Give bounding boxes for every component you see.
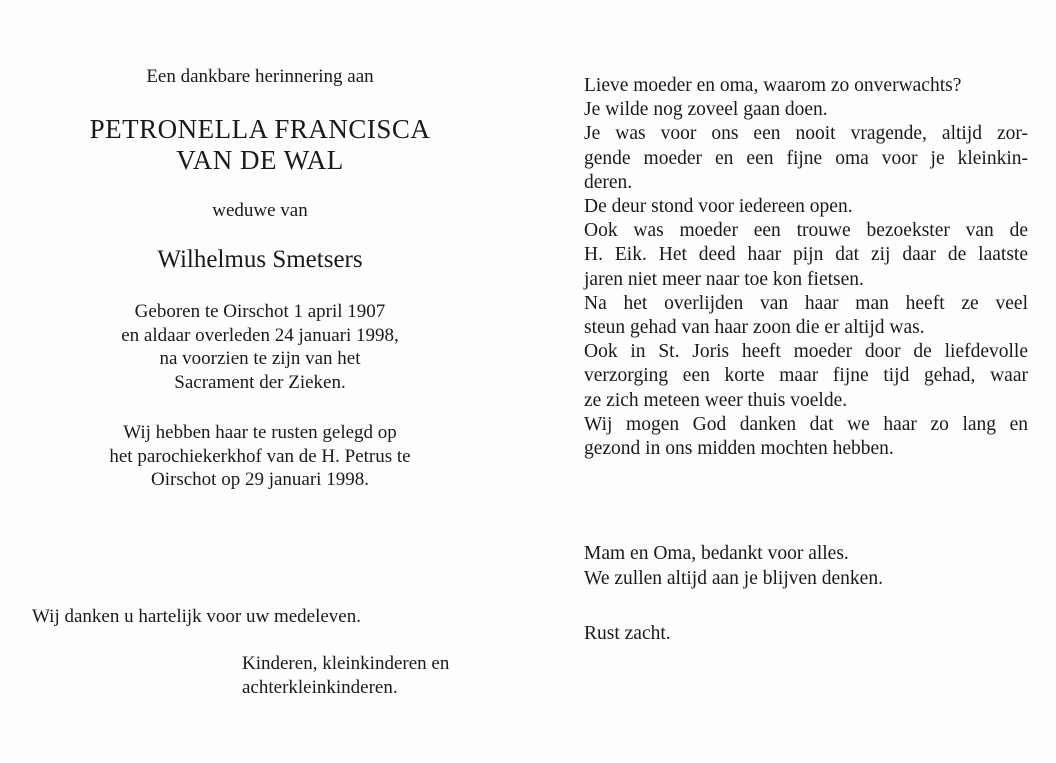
deceased-name: [20, 114, 500, 176]
intro-text: Een dankbare herinnering aan: [146, 66, 374, 87]
poem-line: gende moeder en een fijne oma voor je kleinkin-: [584, 147, 1028, 169]
poem-line: Wij mogen God danken dat we haar zo lang en: [584, 413, 1028, 435]
poem-line: Na het overlijden van haar man heeft ze veel: [584, 292, 1028, 314]
poem-line: gezond in ons midden mochten hebben.: [584, 438, 894, 460]
bio-line: Sacrament der Zieken.: [174, 371, 346, 393]
poem-block: [584, 74, 1028, 461]
poem-line: De deur stond voor iedereen open.: [584, 196, 853, 218]
widow-of-label: weduwe van: [212, 200, 308, 221]
name-line-1: PETRONELLA FRANCISCA: [89, 114, 431, 144]
poem-line: H. Eik. Het deed haar pijn dat zij daar de laatste: [584, 244, 1028, 266]
bio-line: na voorzien te zijn van het: [159, 348, 361, 369]
signature-line: Kinderen, kleinkinderen en: [242, 653, 450, 674]
closing-block: [584, 542, 883, 591]
poem-line: Lieve moeder en oma, waarom zo onverwachts?: [584, 75, 962, 96]
poem-line: Ook was moeder een trouwe bezoekster van de: [584, 220, 1028, 242]
thanks-text: Wij danken u hartelijk voor uw medeleven.: [32, 606, 361, 627]
poem-line: jaren niet meer naar toe kon fietsen.: [584, 268, 864, 290]
burial-line: Wij hebben haar te rusten gelegd op: [123, 422, 397, 443]
signature-block: [242, 652, 449, 699]
poem-line: deren.: [584, 171, 633, 193]
bio-block: [20, 300, 500, 394]
bio-line: Geboren te Oirschot 1 april 1907: [134, 301, 386, 322]
burial-line: het parochiekerkhof van de H. Petrus te: [109, 445, 411, 467]
poem-line: Ook in St. Joris heeft moeder door de liefdevolle: [584, 341, 1028, 363]
name-line-2: VAN DE WAL: [176, 145, 344, 175]
bio-line: en aldaar overleden 24 januari 1998,: [121, 324, 399, 346]
closing-line: Mam en Oma, bedankt voor alles.: [584, 543, 849, 564]
rest-text: Rust zacht.: [584, 623, 671, 644]
husband-name: Wilhelmus Smetsers: [157, 246, 363, 273]
burial-block: [20, 421, 500, 492]
signature-line: achterkleinkinderen.: [242, 676, 398, 698]
closing-line: We zullen altijd aan je blijven denken.: [584, 567, 883, 589]
poem-line: ze zich meteen weer thuis voelde.: [584, 389, 848, 411]
poem-line: Je was voor ons een nooit vragende, altijd zor-: [584, 123, 1028, 145]
poem-line: Je wilde nog zoveel gaan doen.: [584, 99, 828, 121]
poem-line: verzorging een korte maar fijne tijd gehad, waar: [584, 365, 1028, 387]
burial-line: Oirschot op 29 januari 1998.: [151, 469, 369, 490]
poem-line: steun gehad van haar zoon die er altijd was.: [584, 317, 925, 339]
